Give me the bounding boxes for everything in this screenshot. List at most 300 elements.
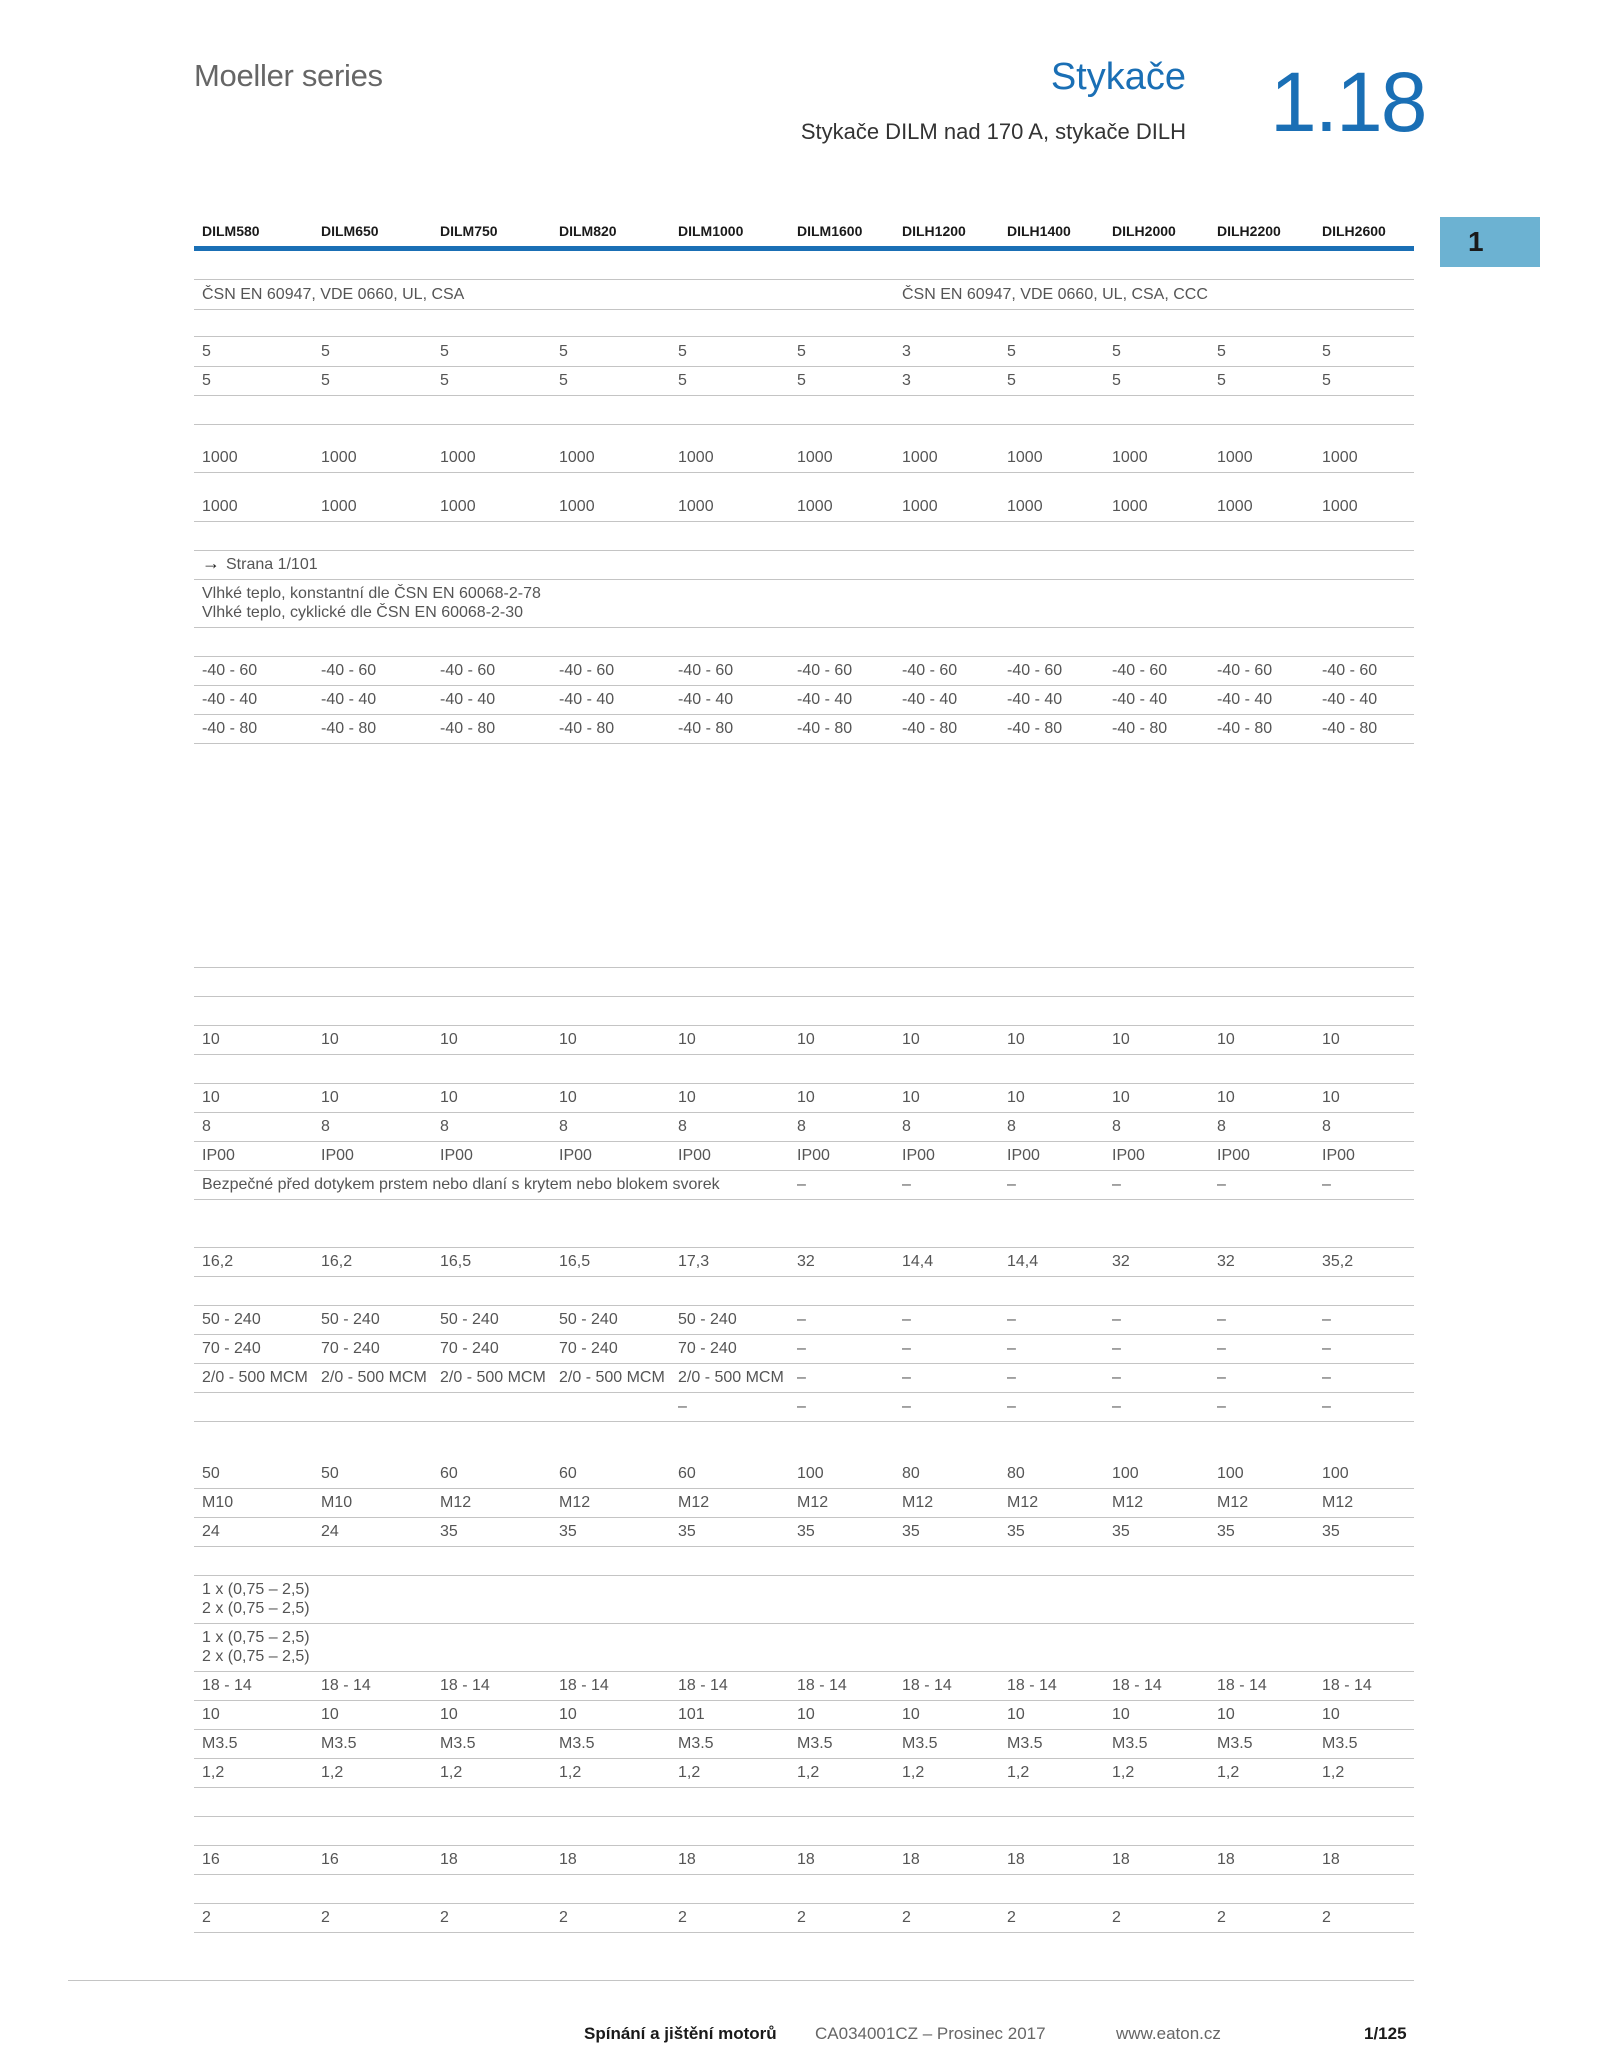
table-cell: – (1007, 1311, 1016, 1328)
table-cell: 10 (1217, 1089, 1235, 1106)
table-cell: 5 (797, 343, 806, 360)
table-cell: IP00 (678, 1147, 711, 1164)
table-cell: M10 (321, 1494, 353, 1511)
table-row (194, 1026, 1414, 1055)
column-header: DILM1600 (797, 223, 863, 239)
table-row (194, 1846, 1414, 1875)
table-row (194, 1518, 1414, 1547)
table-cell: 16 (202, 1851, 220, 1868)
table-cell: 10 (202, 1031, 220, 1048)
table-cell: 8 (440, 1118, 449, 1135)
table-cell: – (1112, 1369, 1121, 1386)
table-cell: – (902, 1369, 911, 1386)
table-cell: M3.5 (902, 1735, 938, 1752)
row-note: 1 x (0,75 – 2,5) 2 x (0,75 – 2,5) (202, 1581, 310, 1617)
table-row (194, 551, 1414, 580)
table-cell: 10 (797, 1706, 815, 1723)
table-cell: – (902, 1311, 911, 1328)
table-cell: 5 (678, 343, 687, 360)
table-cell: 5 (202, 372, 211, 389)
table-row (194, 1875, 1414, 1904)
table-cell: – (1007, 1398, 1016, 1415)
table-cell: -40 - 80 (1007, 720, 1063, 737)
table-cell: 18 (902, 1851, 920, 1868)
table-cell: IP00 (559, 1147, 592, 1164)
table-cell: 18 - 14 (1007, 1677, 1057, 1694)
table-cell: 8 (1322, 1118, 1331, 1135)
table-row (194, 628, 1414, 657)
table-cell: – (1217, 1176, 1226, 1193)
table-cell: – (1322, 1311, 1331, 1328)
table-cell: -40 - 60 (440, 662, 496, 679)
table-cell: 80 (902, 1465, 920, 1482)
table-cell: 50 - 240 (440, 1311, 499, 1328)
table-cell: 8 (321, 1118, 330, 1135)
table-cell: -40 - 40 (1217, 691, 1273, 708)
table-cell: -40 - 60 (321, 662, 377, 679)
table-cell: 5 (1322, 343, 1331, 360)
table-cell: IP00 (1217, 1147, 1250, 1164)
table-cell: ČSN EN 60947, VDE 0660, UL, CSA, CCC (902, 286, 1208, 303)
table-cell: 100 (1322, 1465, 1349, 1482)
table-cell: 2 (678, 1909, 687, 1926)
table-cell: 2/0 - 500 MCM (321, 1369, 427, 1386)
table-cell: -40 - 60 (678, 662, 734, 679)
table-cell: 70 - 240 (321, 1340, 380, 1357)
table-cell: 8 (797, 1118, 806, 1135)
table-cell: 35 (797, 1523, 815, 1540)
table-cell: M3.5 (1217, 1735, 1253, 1752)
table-cell: 2 (902, 1909, 911, 1926)
table-cell: 1000 (1217, 498, 1253, 515)
table-row (194, 715, 1414, 744)
table-cell: 2 (559, 1909, 568, 1926)
table-cell: 5 (1322, 372, 1331, 389)
table-cell: – (902, 1176, 911, 1193)
table-row (194, 1788, 1414, 1817)
table-cell: IP00 (1007, 1147, 1040, 1164)
table-cell: IP00 (440, 1147, 473, 1164)
table-cell: 50 - 240 (202, 1311, 261, 1328)
table-row (194, 1335, 1414, 1364)
table-row (194, 1817, 1414, 1846)
table-cell: -40 - 80 (797, 720, 853, 737)
table-cell: 24 (321, 1523, 339, 1540)
table-cell: 35 (1217, 1523, 1235, 1540)
table-cell: 60 (440, 1465, 458, 1482)
table-cell: 1000 (1112, 498, 1148, 515)
table-cell: 5 (321, 343, 330, 360)
table-cell: – (1112, 1311, 1121, 1328)
table-cell: 18 - 14 (678, 1677, 728, 1694)
table-cell: 1,2 (1112, 1764, 1135, 1781)
table-cell: 8 (1112, 1118, 1121, 1135)
table-cell: 1000 (797, 498, 833, 515)
table-cell: 1000 (902, 498, 938, 515)
table-cell: -40 - 80 (202, 720, 258, 737)
table-row (194, 473, 1414, 522)
table-cell: 5 (559, 372, 568, 389)
table-cell: 10 (797, 1089, 815, 1106)
table-cell: 5 (678, 372, 687, 389)
table-cell: 18 (1112, 1851, 1130, 1868)
table-cell: 35,2 (1322, 1253, 1354, 1270)
table-row (194, 367, 1414, 396)
table-cell: 5 (559, 343, 568, 360)
table-cell: – (902, 1398, 911, 1415)
table-cell: – (1217, 1369, 1226, 1386)
table-cell: M12 (902, 1494, 934, 1511)
table-cell: 8 (1007, 1118, 1016, 1135)
table-row (194, 744, 1414, 968)
table-cell: M10 (202, 1494, 234, 1511)
section-subtitle: Stykače DILM nad 170 A, stykače DILH (800, 119, 1186, 144)
table-row (194, 1364, 1414, 1393)
table-cell: M12 (1007, 1494, 1039, 1511)
table-cell: 1000 (559, 498, 595, 515)
table-cell: – (797, 1176, 806, 1193)
table-cell: 1000 (202, 498, 238, 515)
table-cell: 10 (440, 1089, 458, 1106)
table-row (194, 1055, 1414, 1084)
table-cell: 1,2 (1217, 1764, 1240, 1781)
table-cell: 18 (797, 1851, 815, 1868)
table-cell: 10 (902, 1706, 920, 1723)
table-cell: – (678, 1398, 687, 1415)
table-cell: 8 (559, 1118, 568, 1135)
table-cell: 35 (1007, 1523, 1025, 1540)
table-cell: 100 (1217, 1465, 1244, 1482)
column-header: DILM580 (202, 223, 260, 239)
table-row (194, 1200, 1414, 1248)
table-row (194, 1422, 1414, 1489)
column-header: DILH2000 (1112, 223, 1176, 239)
table-cell: 101 (678, 1706, 705, 1723)
column-header: DILH1200 (902, 223, 966, 239)
section-title: Stykače (1050, 56, 1186, 98)
table-cell: M3.5 (678, 1735, 714, 1752)
table-cell: 1000 (202, 449, 238, 466)
table-cell: -40 - 60 (1322, 662, 1378, 679)
table-cell: – (1007, 1176, 1016, 1193)
table-row (194, 1113, 1414, 1142)
table-cell: 60 (559, 1465, 577, 1482)
table-cell: – (1007, 1340, 1016, 1357)
row-note: 1 x (0,75 – 2,5) 2 x (0,75 – 2,5) (202, 1629, 310, 1665)
table-cell: 2/0 - 500 MCM (678, 1369, 784, 1386)
table-cell: 10 (440, 1031, 458, 1048)
table-cell: – (1007, 1369, 1016, 1386)
table-cell: 5 (440, 343, 449, 360)
table-cell: 5 (1217, 372, 1226, 389)
table-cell: 1,2 (440, 1764, 463, 1781)
table-row (194, 1248, 1414, 1277)
table-cell: -40 - 60 (902, 662, 958, 679)
table-cell: IP00 (202, 1147, 235, 1164)
table-cell: 1000 (1322, 449, 1358, 466)
table-cell: 10 (1322, 1031, 1340, 1048)
column-header: DILM650 (321, 223, 379, 239)
table-row (194, 1904, 1414, 1933)
table-cell: 2 (202, 1909, 211, 1926)
table-cell: 1000 (1322, 498, 1358, 515)
table-cell: -40 - 60 (1007, 662, 1063, 679)
column-header: DILM1000 (678, 223, 744, 239)
table-cell: 32 (1112, 1253, 1130, 1270)
table-cell: 10 (1007, 1706, 1025, 1723)
table-cell: 1,2 (559, 1764, 582, 1781)
table-cell: -40 - 80 (440, 720, 496, 737)
table-cell: – (1112, 1176, 1121, 1193)
footer-page-number: 1/125 (1364, 2024, 1407, 2043)
table-cell: 18 (1322, 1851, 1340, 1868)
table-row (194, 250, 1414, 280)
table-cell: 10 (559, 1089, 577, 1106)
column-header: DILH2200 (1217, 223, 1281, 239)
table-cell: 1000 (678, 498, 714, 515)
table-row (194, 522, 1414, 551)
table-cell: 10 (1217, 1031, 1235, 1048)
table-cell: 2 (797, 1909, 806, 1926)
table-cell: M12 (678, 1494, 710, 1511)
table-cell: 16,5 (440, 1253, 472, 1270)
table-cell: 24 (202, 1523, 220, 1540)
table-row (194, 1171, 1414, 1200)
row-note: Vlhké teplo, konstantní dle ČSN EN 60068-2-78 Vlhké teplo, cyklické dle ČSN EN 60068-2-30 (202, 585, 541, 621)
table-cell: 1,2 (797, 1764, 820, 1781)
table-cell: 1000 (559, 449, 595, 466)
table-cell: 1,2 (1007, 1764, 1030, 1781)
table-cell: 14,4 (1007, 1253, 1039, 1270)
table-cell: -40 - 40 (1322, 691, 1378, 708)
table-cell: 18 - 14 (1322, 1677, 1372, 1694)
table-cell: 5 (1112, 372, 1121, 389)
table-cell: 10 (1007, 1031, 1025, 1048)
table-cell: 1000 (321, 498, 357, 515)
table-cell: -40 - 40 (559, 691, 615, 708)
table-cell: IP00 (321, 1147, 354, 1164)
table-row (194, 1624, 1414, 1672)
table-cell: 8 (202, 1118, 211, 1135)
table-cell: – (797, 1340, 806, 1357)
table-cell: 10 (902, 1031, 920, 1048)
table-row (194, 1142, 1414, 1171)
table-row (194, 657, 1414, 686)
chapter-number: 1.18 (1270, 55, 1426, 149)
table-cell: 10 (202, 1706, 220, 1723)
table-cell: 3 (902, 372, 911, 389)
table-cell: 8 (902, 1118, 911, 1135)
table-cell: 1,2 (202, 1764, 225, 1781)
table-row (194, 1701, 1414, 1730)
table-cell: 10 (321, 1089, 339, 1106)
table-row (194, 1672, 1414, 1701)
table-cell: M3.5 (559, 1735, 595, 1752)
table-cell: 3 (902, 343, 911, 360)
table-cell: -40 - 40 (321, 691, 377, 708)
table-cell: 5 (321, 372, 330, 389)
table-row (194, 1306, 1414, 1335)
table-cell: 10 (1112, 1706, 1130, 1723)
table-cell: 50 - 240 (678, 1311, 737, 1328)
table-cell: 2 (1007, 1909, 1016, 1926)
table-cell: 18 - 14 (559, 1677, 609, 1694)
table-cell: 10 (678, 1031, 696, 1048)
table-cell: -40 - 60 (202, 662, 258, 679)
table-cell: 1,2 (902, 1764, 925, 1781)
table-cell: 60 (678, 1465, 696, 1482)
table-row (194, 580, 1414, 628)
table-cell: 1000 (440, 498, 476, 515)
table-row (194, 1730, 1414, 1759)
table-cell: -40 - 40 (202, 691, 258, 708)
table-cell: -40 - 60 (559, 662, 615, 679)
table-cell: – (902, 1340, 911, 1357)
table-cell: M12 (1217, 1494, 1249, 1511)
table-cell: 18 - 14 (440, 1677, 490, 1694)
table-cell: 18 - 14 (202, 1677, 252, 1694)
table-cell: 35 (678, 1523, 696, 1540)
table-cell: 18 (1007, 1851, 1025, 1868)
table-cell: – (797, 1311, 806, 1328)
table-cell: – (1217, 1398, 1226, 1415)
table-cell: 18 - 14 (902, 1677, 952, 1694)
table-cell: – (1322, 1340, 1331, 1357)
table-cell: 10 (202, 1089, 220, 1106)
table-cell: 2 (1322, 1909, 1331, 1926)
arrow-right-icon: → (202, 553, 220, 573)
table-row (194, 1393, 1414, 1422)
table-row (194, 1576, 1414, 1624)
table-row (194, 396, 1414, 425)
table-cell: -40 - 80 (678, 720, 734, 737)
table-cell: 1000 (1007, 449, 1043, 466)
table-row (194, 686, 1414, 715)
footer-title: Spínání a jištění motorů (584, 2024, 777, 2043)
table-cell: -40 - 80 (559, 720, 615, 737)
table-cell: 18 (678, 1851, 696, 1868)
column-header: DILM750 (440, 223, 498, 239)
series-name: Moeller series (194, 58, 383, 93)
table-cell: 18 (559, 1851, 577, 1868)
table-cell: 10 (440, 1706, 458, 1723)
table-cell: -40 - 60 (1217, 662, 1273, 679)
table-cell: M12 (440, 1494, 472, 1511)
table-cell: 10 (1007, 1089, 1025, 1106)
table-cell: M3.5 (202, 1735, 238, 1752)
table-cell: M3.5 (1112, 1735, 1148, 1752)
chapter-tab[interactable]: 1 (1440, 217, 1540, 267)
table-cell: 5 (1007, 372, 1016, 389)
table-cell: 16,2 (321, 1253, 353, 1270)
table-cell: IP00 (1322, 1147, 1355, 1164)
table-cell: -40 - 40 (440, 691, 496, 708)
table-cell: 35 (902, 1523, 920, 1540)
table-cell: – (1322, 1369, 1331, 1386)
table-cell: 50 (321, 1465, 339, 1482)
table-cell: -40 - 40 (678, 691, 734, 708)
table-cell: 10 (1112, 1031, 1130, 1048)
table-cell: 2 (1112, 1909, 1121, 1926)
table-cell: 1,2 (678, 1764, 701, 1781)
table-cell: 35 (559, 1523, 577, 1540)
table-cell: M12 (1322, 1494, 1354, 1511)
table-cell: M3.5 (797, 1735, 833, 1752)
table-cell: M12 (1112, 1494, 1144, 1511)
table-cell: 70 - 240 (678, 1340, 737, 1357)
table-cell: 2 (1217, 1909, 1226, 1926)
table-row (194, 1277, 1414, 1306)
table-cell: 32 (1217, 1253, 1235, 1270)
column-header: DILM820 (559, 223, 617, 239)
table-cell: -40 - 80 (1322, 720, 1378, 737)
footer-url: www.eaton.cz (1116, 2024, 1221, 2043)
table-row (194, 968, 1414, 997)
table-cell: 2/0 - 500 MCM (559, 1369, 665, 1386)
table-row (194, 425, 1414, 473)
table-cell: 5 (1217, 343, 1226, 360)
table-row (194, 1084, 1414, 1113)
table-cell: 100 (797, 1465, 824, 1482)
table-cell: 14,4 (902, 1253, 934, 1270)
table-cell: – (1322, 1176, 1331, 1193)
table-cell: 10 (559, 1706, 577, 1723)
table-cell: 35 (440, 1523, 458, 1540)
table-cell: 70 - 240 (440, 1340, 499, 1357)
table-cell: 2 (321, 1909, 330, 1926)
table-cell: M12 (559, 1494, 591, 1511)
table-cell: 2 (440, 1909, 449, 1926)
table-cell: 100 (1112, 1465, 1139, 1482)
table-cell: – (1322, 1398, 1331, 1415)
table-cell: 70 - 240 (202, 1340, 261, 1357)
table-cell: 16 (321, 1851, 339, 1868)
table-cell: 18 (440, 1851, 458, 1868)
table-cell: -40 - 60 (797, 662, 853, 679)
table-cell: 50 (202, 1465, 220, 1482)
row-note: Bezpečné před dotykem prstem nebo dlaní s krytem nebo blokem svorek (202, 1176, 720, 1193)
column-header: DILH1400 (1007, 223, 1071, 239)
table-cell: 10 (321, 1706, 339, 1723)
table-cell: 1000 (797, 449, 833, 466)
table-cell: – (1217, 1340, 1226, 1357)
table-cell: 10 (678, 1089, 696, 1106)
table-cell: 2/0 - 500 MCM (202, 1369, 308, 1386)
table-cell: -40 - 80 (1217, 720, 1273, 737)
table-cell: 1000 (678, 449, 714, 466)
table-cell: 32 (797, 1253, 815, 1270)
table-cell: -40 - 80 (321, 720, 377, 737)
table-cell: 18 - 14 (321, 1677, 371, 1694)
row-note: → Strana 1/101 (202, 553, 318, 573)
table-cell: 5 (797, 372, 806, 389)
table-cell: -40 - 80 (902, 720, 958, 737)
table-cell: 50 - 240 (559, 1311, 618, 1328)
table-cell: 1000 (440, 449, 476, 466)
table-row (194, 280, 1414, 310)
table-cell: 50 - 240 (321, 1311, 380, 1328)
table-cell: 35 (1112, 1523, 1130, 1540)
table-cell: 1,2 (321, 1764, 344, 1781)
table-cell: -40 - 40 (1007, 691, 1063, 708)
table-cell: 8 (1217, 1118, 1226, 1135)
table-cell: 10 (797, 1031, 815, 1048)
table-row (194, 1759, 1414, 1788)
table-cell: 16,5 (559, 1253, 591, 1270)
table-cell: 1000 (902, 449, 938, 466)
table-cell: 1000 (1217, 449, 1253, 466)
table-cell: 5 (440, 372, 449, 389)
